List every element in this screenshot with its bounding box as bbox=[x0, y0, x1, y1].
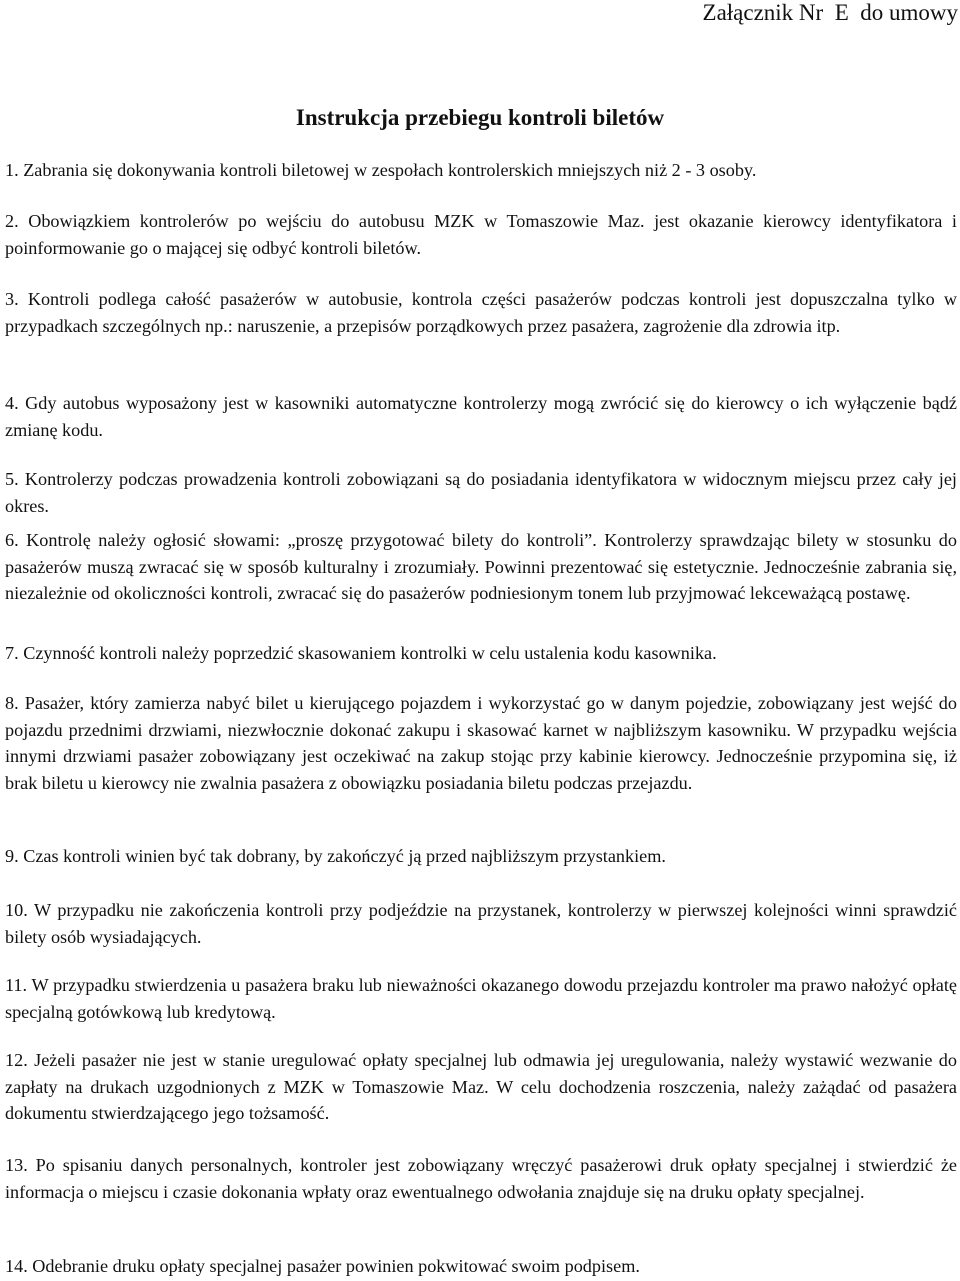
paragraph-14: 14. Odebranie druku opłaty specjalnej pasażer powinien pokwitować swoim podpisem. bbox=[5, 1256, 640, 1276]
paragraph-5: 5. Kontrolerzy podczas prowadzenia kontroli zobowiązani są do posiadania identyfikatora w widocznym miejscu przez cały jej okres. bbox=[5, 469, 957, 516]
paragraph-7: 7. Czynność kontroli należy poprzedzić skasowaniem kontrolki w celu ustalenia kodu kasownika. bbox=[5, 643, 717, 663]
paragraph-1: 1. Zabrania się dokonywania kontroli biletowej w zespołach kontrolerskich mniejszych niż 2 - 3 osoby. bbox=[5, 160, 757, 180]
paragraph-12: 12. Jeżeli pasażer nie jest w stanie uregulować opłaty specjalnej lub odmawia jej uregulowania, należy wystawić wezwanie do zapłaty na drukach uzgodnionych z MZK w Tomaszowie Maz. W celu dochodzenia roszczenia, należy zażądać od pasażera dokumentu stwierdzającego jego tożsamość. bbox=[5, 1050, 957, 1123]
document-title: Instrukcja przebiegu kontroli biletów bbox=[295, 105, 665, 130]
paragraph-4: 4. Gdy autobus wyposażony jest w kasowniki automatyczne kontrolerzy mogą zwrócić się do kierowcy o ich wyłączenie bądź zmianę kodu. bbox=[5, 393, 957, 440]
paragraph-8: 8. Pasażer, który zamierza nabyć bilet u kierującego pojazdem i wykorzystać go w danym pojedzie, zobowiązany jest wejść do pojazdu przednimi drzwiami, niezwłocznie dokonać zakupu i skasować karnet w najbliższym kasowniku. W przypadku wejścia innymi drzwiami pasażer zobowiązany jest oczekiwać na zakup stojąc przy kabinie kierowcy. Jednocześnie przypomina się, iż brak biletu u kierowcy nie zwalnia pasażera z obowiązku posiadania biletu podczas przejazdu. bbox=[5, 693, 957, 793]
annex-header: Załącznik Nr E do umowy bbox=[702, 0, 958, 25]
paragraph-9: 9. Czas kontroli winien być tak dobrany, by zakończyć ją przed najbliższym przystankiem. bbox=[5, 846, 666, 866]
paragraph-3: 3. Kontroli podlega całość pasażerów w autobusie, kontrola części pasażerów podczas kontroli jest dopuszczalna tylko w przypadkach szczególnych np.: naruszenie, a przepisów porządkowych przez pasażera, zagrożenie dla zdrowia itp. bbox=[5, 289, 957, 336]
paragraph-2: 2. Obowiązkiem kontrolerów po wejściu do autobusu MZK w Tomaszowie Maz. jest okazanie kierowcy identyfikatora i poinformowanie go o mającej się odbyć kontroli biletów. bbox=[5, 211, 957, 258]
paragraph-6: 6. Kontrolę należy ogłosić słowami: „proszę przygotować bilety do kontroli”. Kontrolerzy sprawdzając bilety w stosunku do pasażerów muszą zwracać się w sposób kulturalny i zrozumiały. Powinni prezentować się estetycznie. Jednocześnie zabrania się, niezależnie od okoliczności kontroli, zwracać się do pasażerów podniesionym tonem lub przyjmować lekceważącą postawę. bbox=[5, 530, 957, 603]
paragraph-13: 13. Po spisaniu danych personalnych, kontroler jest zobowiązany wręczyć pasażerowi druk opłaty specjalnej i stwierdzić że informacja o miejscu i czasie dokonania wpłaty oraz ewentualnego odwołania znajduje się na druku opłaty specjalnej. bbox=[5, 1155, 957, 1202]
paragraph-10: 10. W przypadku nie zakończenia kontroli przy podjeździe na przystanek, kontrolerzy w pierwszej kolejności winni sprawdzić bilety osób wysiadających. bbox=[5, 900, 957, 947]
paragraph-11: 11. W przypadku stwierdzenia u pasażera braku lub nieważności okazanego dowodu przejazdu kontroler ma prawo nałożyć opłatę specjalną gotówkową lub kredytową. bbox=[5, 975, 957, 1022]
